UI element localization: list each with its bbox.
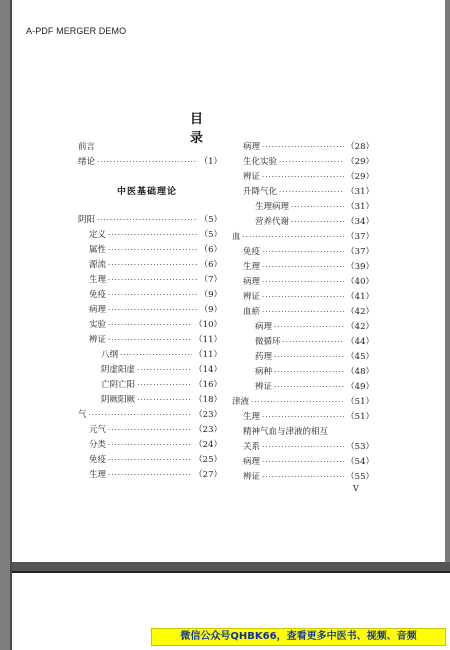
toc-entry-page: （9） [199, 290, 222, 300]
toc-entry [255, 215, 374, 229]
toc-entry [78, 408, 222, 422]
toc-entry-page: （39） [346, 262, 374, 272]
toc-entry-page: （49） [346, 382, 374, 392]
toc-entry [255, 200, 374, 214]
toc-dot-leader [108, 243, 198, 257]
toc-dot-leader [262, 245, 344, 259]
toc-entry-page: （6） [199, 260, 222, 270]
toc-entry-page: （25） [194, 455, 222, 465]
toc-entry-label: 阴厥阳厥 [101, 395, 136, 405]
toc-dot-leader [262, 260, 344, 274]
toc-entry-label: 元气 [89, 425, 107, 435]
toc-entry-page: （18） [194, 395, 222, 405]
toc-entry-label: 分类 [89, 440, 107, 450]
toc-entry [78, 213, 222, 227]
toc-entry [255, 365, 374, 379]
toc-entry-page: （41） [346, 292, 374, 302]
toc-dot-leader [274, 350, 344, 364]
toc-entry [89, 453, 222, 467]
toc-dot-leader [108, 318, 192, 332]
toc-entry-page: （11） [194, 350, 222, 360]
toc-dot-leader [262, 410, 344, 424]
toc-dot-leader [251, 395, 344, 409]
toc-entry-page: （16） [194, 380, 222, 390]
toc-dot-leader [108, 288, 198, 302]
toc-dot-leader [291, 215, 344, 229]
toc-entry [243, 455, 374, 469]
toc-entry-page: （42） [346, 307, 374, 317]
toc-entry [89, 438, 222, 452]
toc-entry-label: 辨证 [243, 472, 261, 482]
page-title: 目 录 [190, 112, 234, 146]
toc-entry-label: 生理 [89, 275, 107, 285]
toc-entry-page: （37） [346, 247, 374, 257]
toc-entry-page: （40） [346, 277, 374, 287]
toc-entry [243, 140, 374, 154]
toc-entry [243, 305, 374, 319]
toc-dot-leader [108, 303, 198, 317]
toc-entry-page: （55） [346, 472, 374, 482]
toc-entry-label: 辨证 [243, 172, 261, 182]
toc-entry-page: （31） [346, 202, 374, 212]
toc-entry-page: （51） [346, 412, 374, 422]
toc-dot-leader [262, 440, 344, 454]
toc-entry-label: 辨证 [89, 335, 107, 345]
toc-entry-label: 病理 [243, 142, 261, 152]
toc-entry-page: （1） [199, 157, 222, 167]
toc-entry-label: 血 [232, 232, 241, 242]
toc-entry-label: 生理 [243, 412, 261, 422]
toc-entry-page: （29） [346, 157, 374, 167]
toc-entry-page: （5） [199, 230, 222, 240]
toc-entry [243, 185, 374, 199]
toc-dot-leader [243, 230, 345, 244]
toc-dot-leader [291, 200, 344, 214]
toc-entry-page: （5） [199, 215, 222, 225]
toc-dot-leader [262, 275, 344, 289]
toc-entry-label: 亡阴亡阳 [101, 380, 136, 390]
toc-entry-page: （31） [346, 187, 374, 197]
toc-entry-label: 生理 [89, 470, 107, 480]
toc-entry [89, 423, 222, 437]
toc-entry-page: （11） [194, 335, 222, 345]
toc-dot-leader [120, 348, 192, 362]
toc-entry [243, 275, 374, 289]
toc-entry-label: 绪论 [78, 157, 96, 167]
toc-entry-page: （51） [346, 397, 374, 407]
page-right-shadow [445, 0, 450, 566]
toc-entry-label: 前言 [78, 142, 96, 152]
toc-entry-label: 阴阳 [78, 215, 96, 225]
toc-dot-leader [262, 290, 344, 304]
toc-entry-label: 病理 [243, 457, 261, 467]
toc-entry-page: （48） [346, 367, 374, 377]
toc-entry-page: （23） [194, 425, 222, 435]
toc-dot-leader [262, 140, 344, 154]
toc-entry-page: （27） [194, 470, 222, 480]
toc-entry-label: 生理病理 [255, 202, 290, 212]
toc-dot-leader [262, 305, 344, 319]
page-number-folio: V [353, 484, 359, 493]
toc-entry [243, 155, 374, 169]
toc-entry-label: 生化实验 [243, 157, 278, 167]
toc-entry [243, 440, 374, 454]
toc-entry [101, 363, 222, 377]
toc-entry-label: 生理 [243, 262, 261, 272]
toc-dot-leader [97, 213, 198, 227]
toc-entry-page: （7） [199, 275, 222, 285]
toc-entry-label: 病理 [89, 305, 107, 315]
toc-entry-label: 血瘀 [243, 307, 261, 317]
toc-entry-label: 精神气血与津液的相互 [243, 427, 329, 437]
toc-dot-leader [137, 363, 192, 377]
toc-dot-leader [279, 155, 344, 169]
toc-entry [255, 335, 374, 349]
toc-dot-leader [108, 228, 198, 242]
toc-entry-label: 关系 [243, 442, 261, 452]
toc-dot-leader [279, 185, 344, 199]
toc-entry-label: 源流 [89, 260, 107, 270]
toc-entry [89, 303, 222, 317]
toc-dot-leader [108, 258, 198, 272]
toc-entry-label: 津液 [232, 397, 250, 407]
toc-dot-leader [274, 320, 344, 334]
toc-entry [89, 318, 222, 332]
toc-entry-page: （34） [346, 217, 374, 227]
toc-entry-label: 属性 [89, 245, 107, 255]
toc-entry-page: （44） [346, 337, 374, 347]
toc-entry [89, 228, 222, 242]
toc-entry [243, 170, 374, 184]
toc-entry-label: 免疫 [89, 290, 107, 300]
toc-entry-page: （45） [346, 352, 374, 362]
toc-entry [89, 288, 222, 302]
toc-entry-label: 免疫 [89, 455, 107, 465]
toc-entry-page: （14） [194, 365, 222, 375]
toc-dot-leader [137, 393, 192, 407]
toc-entry [243, 260, 374, 274]
toc-entry-page: （9） [199, 305, 222, 315]
toc-entry [89, 243, 222, 257]
toc-dot-leader [137, 378, 192, 392]
toc-dot-leader [89, 408, 193, 422]
toc-dot-leader [97, 155, 198, 169]
toc-entry-label: 病种 [255, 367, 273, 377]
toc-entry [255, 380, 374, 394]
toc-entry-label: 阴虚阳虚 [101, 365, 136, 375]
toc-entry [89, 258, 222, 272]
toc-entry-label: 八纲 [101, 350, 119, 360]
toc-entry [243, 245, 374, 259]
section-heading: 中医基础理论 [117, 186, 178, 196]
toc-entry [243, 410, 374, 424]
toc-entry [243, 290, 374, 304]
toc-entry [101, 393, 222, 407]
toc-dot-leader [274, 380, 344, 394]
toc-entry-label: 辨证 [243, 292, 261, 302]
toc-dot-leader [283, 335, 345, 349]
toc-entry [232, 395, 374, 409]
toc-entry [243, 470, 374, 484]
toc-entry-label: 定义 [89, 230, 107, 240]
toc-entry-page: （24） [194, 440, 222, 450]
merger-watermark: A-PDF MERGER DEMO [26, 26, 127, 36]
toc-entry-page: （29） [346, 172, 374, 182]
toc-entry-page: （42） [346, 322, 374, 332]
toc-entry-page: （6） [199, 245, 222, 255]
toc-entry-page: （53） [346, 442, 374, 452]
toc-dot-leader [108, 438, 192, 452]
toc-entry [89, 333, 222, 347]
toc-entry-page: （37） [346, 232, 374, 242]
toc-dot-leader [262, 455, 344, 469]
toc-entry-label: 病理 [255, 322, 273, 332]
toc-dot-leader [108, 423, 192, 437]
toc-entry-label: 药理 [255, 352, 273, 362]
toc-entry [255, 350, 374, 364]
toc-entry [89, 468, 222, 482]
toc-entry [255, 320, 374, 334]
toc-dot-leader [108, 453, 192, 467]
toc-dot-leader [108, 273, 198, 287]
toc-dot-leader [108, 468, 192, 482]
toc-dot-leader [262, 470, 344, 484]
toc-entry-label: 辨证 [255, 382, 273, 392]
toc-entry-label: 营养代谢 [255, 217, 290, 227]
toc-dot-leader [274, 365, 344, 379]
toc-entry [78, 140, 95, 154]
toc-dot-leader [108, 333, 192, 347]
toc-entry [232, 230, 374, 244]
toc-dot-leader [262, 170, 344, 184]
toc-entry-label: 免疫 [243, 247, 261, 257]
viewer-left-edge-line [10, 0, 12, 650]
toc-entry-page: （23） [194, 410, 222, 420]
toc-entry [101, 378, 222, 392]
toc-entry-page: （10） [194, 320, 222, 330]
toc-entry-label: 病理 [243, 277, 261, 287]
toc-entry-label: 微循环 [255, 337, 281, 347]
toc-entry-label: 气 [78, 410, 87, 420]
toc-entry-label: 升降气化 [243, 187, 278, 197]
toc-entry [243, 425, 328, 439]
toc-entry-label: 实验 [89, 320, 107, 330]
toc-entry [78, 155, 222, 169]
toc-entry [89, 273, 222, 287]
toc-entry-page: （54） [346, 457, 374, 467]
toc-entry-page: （28） [346, 142, 374, 152]
wechat-banner: 微信公众号QHBK66，查看更多中医书、视频、音频 [151, 628, 446, 646]
toc-entry [101, 348, 222, 362]
